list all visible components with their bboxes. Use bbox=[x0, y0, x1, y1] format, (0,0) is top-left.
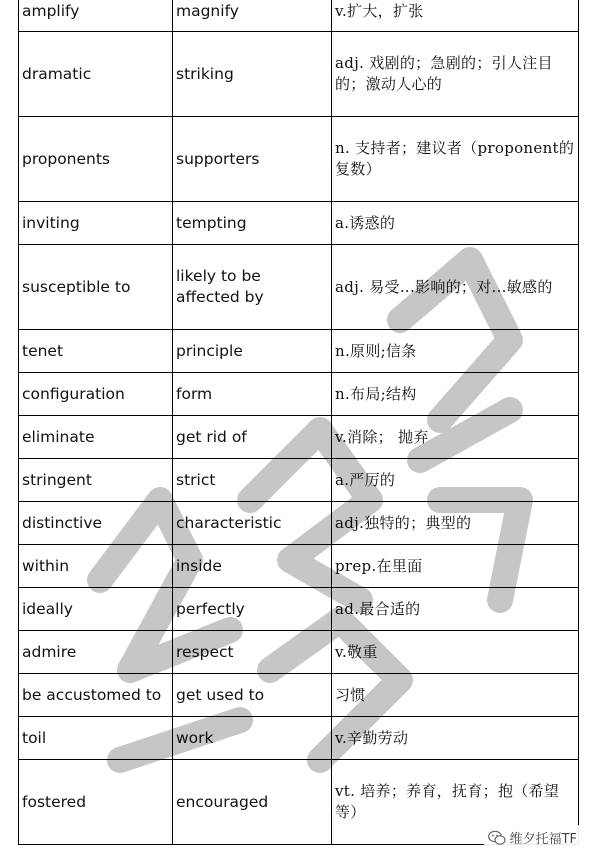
meaning-cell: n.原则;信条 bbox=[332, 330, 579, 373]
vocab-word-cell: fostered bbox=[19, 760, 173, 845]
table-row bbox=[19, 416, 579, 459]
vocabulary-table-body bbox=[19, 0, 579, 845]
vocab-word-cell: amplify bbox=[19, 0, 173, 32]
table-row bbox=[19, 202, 579, 245]
vocab-word-cell: dramatic bbox=[19, 32, 173, 117]
vocab-word-cell: within bbox=[19, 545, 173, 588]
meaning-cell: vt. 培养；养育，抚育；抱（希望等） bbox=[332, 760, 579, 845]
vocabulary-table bbox=[18, 0, 579, 845]
vocab-word-cell: be accustomed to bbox=[19, 674, 173, 717]
synonym-cell: perfectly bbox=[173, 588, 332, 631]
table-row bbox=[19, 245, 579, 330]
meaning-cell: adj. 易受...影响的；对...敏感的 bbox=[332, 245, 579, 330]
table-row bbox=[19, 502, 579, 545]
synonym-cell: supporters bbox=[173, 117, 332, 202]
synonym-cell: principle bbox=[173, 330, 332, 373]
synonym-cell: form bbox=[173, 373, 332, 416]
vocab-word-cell: distinctive bbox=[19, 502, 173, 545]
vocab-word-cell: admire bbox=[19, 631, 173, 674]
account-badge bbox=[484, 825, 583, 850]
meaning-cell: adj.独特的；典型的 bbox=[332, 502, 579, 545]
vocab-word-cell: susceptible to bbox=[19, 245, 173, 330]
vocab-word-cell: toil bbox=[19, 717, 173, 760]
table-row bbox=[19, 717, 579, 760]
vocab-word-cell: proponents bbox=[19, 117, 173, 202]
synonym-cell: magnify bbox=[173, 0, 332, 32]
table-row bbox=[19, 459, 579, 502]
table-row bbox=[19, 117, 579, 202]
meaning-cell: v.扩大，扩张 bbox=[332, 0, 579, 32]
table-row bbox=[19, 545, 579, 588]
vocab-word-cell: configuration bbox=[19, 373, 173, 416]
meaning-cell: n. 支持者；建议者（proponent的复数） bbox=[332, 117, 579, 202]
vocab-word-cell: ideally bbox=[19, 588, 173, 631]
synonym-cell: get used to bbox=[173, 674, 332, 717]
synonym-cell: tempting bbox=[173, 202, 332, 245]
meaning-cell: ad.最合适的 bbox=[332, 588, 579, 631]
table-row bbox=[19, 373, 579, 416]
vocab-word-cell: stringent bbox=[19, 459, 173, 502]
meaning-cell: v.辛勤劳动 bbox=[332, 717, 579, 760]
table-row bbox=[19, 631, 579, 674]
meaning-cell: adj. 戏剧的；急剧的；引人注目的；激动人心的 bbox=[332, 32, 579, 117]
synonym-cell: inside bbox=[173, 545, 332, 588]
meaning-cell: v.敬重 bbox=[332, 631, 579, 674]
meaning-cell: v.消除； 抛弃 bbox=[332, 416, 579, 459]
vocabulary-table-container bbox=[18, 0, 578, 845]
synonym-cell: respect bbox=[173, 631, 332, 674]
meaning-cell: a.诱惑的 bbox=[332, 202, 579, 245]
account-badge-text: 维夕托福TF bbox=[509, 832, 577, 847]
table-row bbox=[19, 674, 579, 717]
synonym-cell: striking bbox=[173, 32, 332, 117]
meaning-cell: n.布局;结构 bbox=[332, 373, 579, 416]
synonym-cell: characteristic bbox=[173, 502, 332, 545]
table-row bbox=[19, 588, 579, 631]
meaning-cell: 习惯 bbox=[332, 674, 579, 717]
table-row bbox=[19, 32, 579, 117]
synonym-cell: strict bbox=[173, 459, 332, 502]
synonym-cell: likely to be affected by bbox=[173, 245, 332, 330]
vocab-word-cell: tenet bbox=[19, 330, 173, 373]
synonym-cell: get rid of bbox=[173, 416, 332, 459]
wechat-icon bbox=[488, 830, 506, 846]
meaning-cell: a.严厉的 bbox=[332, 459, 579, 502]
table-row bbox=[19, 0, 579, 32]
vocab-word-cell: eliminate bbox=[19, 416, 173, 459]
synonym-cell: encouraged bbox=[173, 760, 332, 845]
meaning-cell: prep.在里面 bbox=[332, 545, 579, 588]
synonym-cell: work bbox=[173, 717, 332, 760]
vocab-word-cell: inviting bbox=[19, 202, 173, 245]
table-row bbox=[19, 330, 579, 373]
